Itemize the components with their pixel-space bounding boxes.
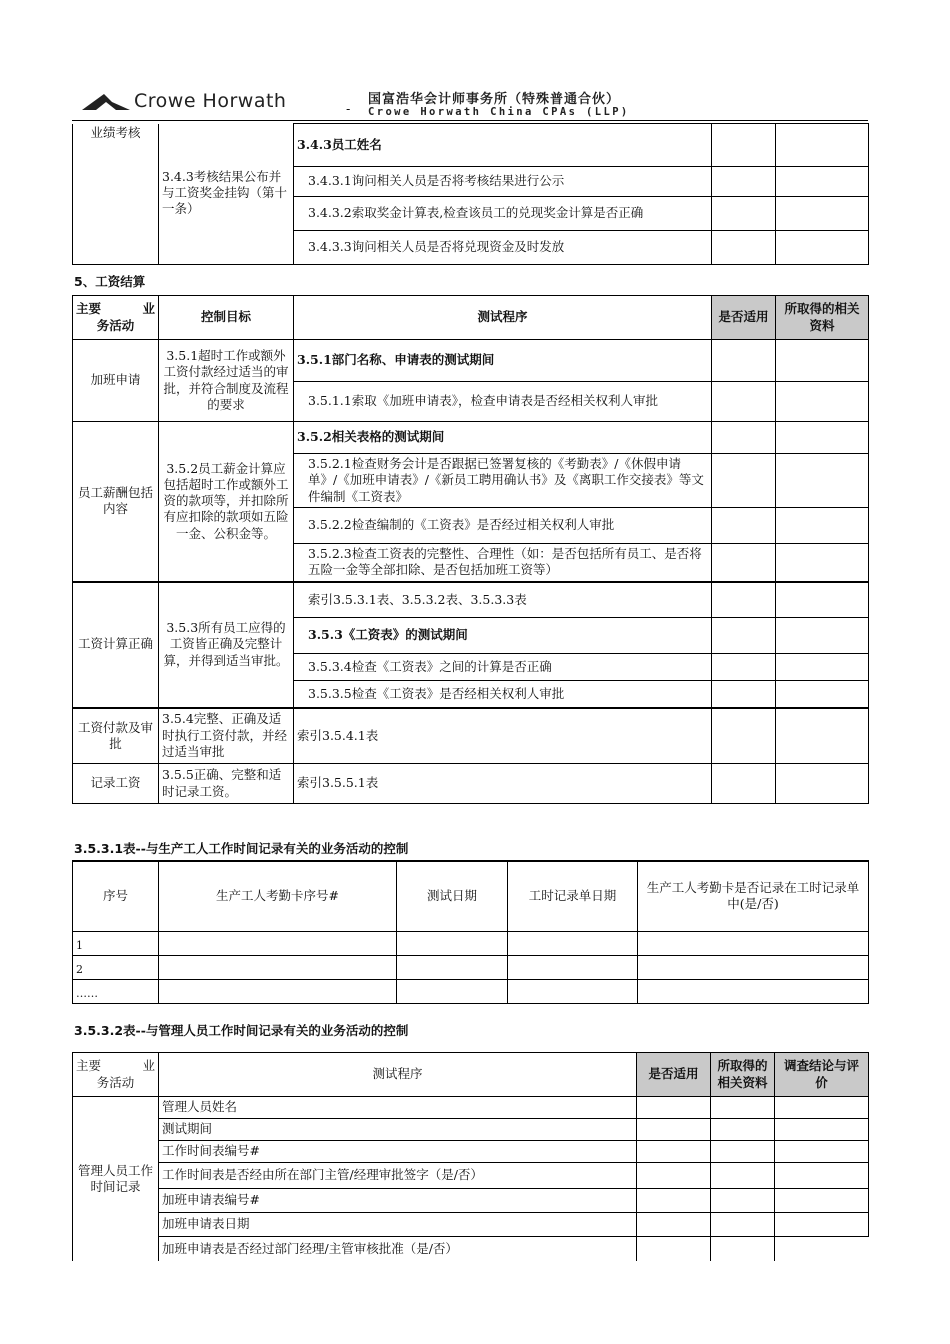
docs-cell[interactable] (776, 231, 869, 265)
logo-english-sub: Crowe Horwath China CPAs (LLP) (368, 106, 630, 118)
activity-cell: 员工薪酬包括内容 (73, 422, 159, 582)
procedure-cell: 3.5.2.1检查财务会计是否跟据已签署复核的《考勤表》/《休假申请单》/《加班申请表》/《新员工聘用确认书》及《离职工作交接表》等文件编制《工资表》 (294, 454, 712, 508)
table-3531-title: 3.5.3.1表--与生产工人工作时间记录有关的业务活动的控制 (74, 841, 409, 856)
header-recorded: 生产工人考勤卡是否记录在工时记录单中(是/否) (638, 861, 869, 931)
payroll-table (72, 295, 869, 804)
header-rule (72, 120, 868, 121)
header-activity: 主要 业 务活动 (73, 1053, 159, 1097)
applicable-cell[interactable] (712, 340, 776, 382)
procedure-cell: 3.5.1.1索取《加班申请表》，检查申请表是否经相关权利人审批 (294, 382, 712, 422)
docs-cell[interactable] (776, 167, 869, 197)
activity-cell: 工资付款及审批 (73, 708, 159, 764)
activity-cell: 记录工资 (73, 764, 159, 804)
header-applicable: 是否适用 (637, 1053, 711, 1097)
procedure-cell: 3.5.3.5检查《工资表》是否经相关权利人审批 (294, 681, 712, 708)
applicable-cell[interactable] (712, 382, 776, 422)
applicable-cell[interactable] (712, 231, 776, 265)
applicable-cell[interactable] (712, 708, 776, 764)
applicable-cell[interactable] (712, 167, 776, 197)
logo-english: Crowe Horwath (134, 90, 287, 112)
procedure-heading: 3.5.2相关表格的测试期间 (294, 422, 712, 454)
header-procedure: 测试程序 (294, 296, 712, 340)
docs-cell[interactable] (776, 340, 869, 382)
section-title: 5、工资结算 (74, 274, 146, 289)
manager-time-table (72, 1052, 869, 1261)
applicable-cell[interactable] (712, 618, 776, 654)
applicable-cell[interactable] (712, 764, 776, 804)
procedure-cell: 3.4.3.2索取奖金计算表,检查该员工的兑现奖金计算是否正确 (294, 197, 712, 231)
procedure-cell: 测试期间 (159, 1119, 637, 1141)
procedure-cell: 索引3.5.5.1表 (294, 764, 712, 804)
procedure-heading: 3.5.3《工资表》的测试期间 (294, 618, 712, 654)
procedure-cell: 加班申请表编号# (159, 1189, 637, 1213)
objective-cell: 3.5.3所有员工应得的工资皆正确及完整计算，并得到适当审批。 (159, 582, 294, 708)
procedure-cell: 3.4.3.3询问相关人员是否将兑现资金及时发放 (294, 231, 712, 265)
procedure-cell: 3.5.2.3检查工资表的完整性、合理性（如：是否包括所有员工、是否将五险一金等全部扣除、是否包括加班工资等） (294, 544, 712, 582)
header-seq: 序号 (73, 861, 159, 931)
applicable-cell[interactable] (712, 124, 776, 167)
procedure-cell: 工作时间表编号# (159, 1141, 637, 1163)
docs-cell[interactable] (776, 582, 869, 618)
procedure-heading: 3.5.1部门名称、申请表的测试期间 (294, 340, 712, 382)
docs-cell[interactable] (776, 681, 869, 708)
docs-cell[interactable] (776, 124, 869, 167)
header-objective: 控制目标 (159, 296, 294, 340)
row-seq: 2 (73, 955, 159, 979)
applicable-cell[interactable] (712, 544, 776, 582)
logo-chinese: 国富浩华会计师事务所（特殊普通合伙） (368, 92, 621, 107)
procedure-cell: 索引3.5.3.1表、3.5.3.2表、3.5.3.3表 (294, 582, 712, 618)
header-test-date: 测试日期 (397, 861, 508, 931)
procedure-cell: 3.5.3.4检查《工资表》之间的计算是否正确 (294, 654, 712, 681)
procedure-cell: 加班申请表是否经过部门经理/主管审核批准（是/否） (159, 1237, 637, 1261)
procedure-heading: 3.4.3员工姓名 (294, 124, 712, 167)
activity-cell: 工资计算正确 (73, 582, 159, 708)
objective-cell: 3.4.3考核结果公布并与工资奖金挂钩（第十一条） (159, 167, 294, 265)
applicable-cell[interactable] (712, 197, 776, 231)
header-applicable: 是否适用 (712, 296, 776, 340)
docs-cell[interactable] (776, 197, 869, 231)
header-card-no: 生产工人考勤卡序号# (159, 861, 397, 931)
docs-cell[interactable] (776, 764, 869, 804)
header-conclusion: 调查结论与评价 (775, 1053, 869, 1097)
applicable-cell[interactable] (712, 454, 776, 508)
row-seq: 1 (73, 931, 159, 955)
performance-table (72, 123, 869, 265)
objective-cell: 3.5.1超时工作或额外工资付款经过适当的审批，并符合制度及流程的要求 (159, 340, 294, 422)
crowe-leaf-icon (82, 92, 130, 112)
applicable-cell[interactable] (712, 654, 776, 681)
page-header: Crowe Horwath - 国富浩华会计师事务所（特殊普通合伙） Crowe Horwath China CPAs (LLP) (82, 88, 762, 122)
header-activity: 主要 业 务活动 (73, 296, 159, 340)
procedure-cell: 管理人员姓名 (159, 1097, 637, 1119)
applicable-cell[interactable] (712, 582, 776, 618)
docs-cell[interactable] (776, 422, 869, 454)
applicable-cell[interactable] (712, 508, 776, 544)
worker-time-table (72, 860, 869, 1004)
procedure-cell: 索引3.5.4.1表 (294, 708, 712, 764)
procedure-cell: 工作时间表是否经由所在部门主管/经理审批签字（是/否） (159, 1163, 637, 1189)
objective-cell: 3.5.4完整、正确及适时执行工资付款，并经过适当审批 (159, 708, 294, 764)
activity-cell: 业绩考核 (73, 124, 159, 265)
docs-cell[interactable] (776, 618, 869, 654)
procedure-cell: 3.5.2.2检查编制的《工资表》是否经过相关权利人审批 (294, 508, 712, 544)
procedure-cell: 加班申请表日期 (159, 1213, 637, 1237)
docs-cell[interactable] (776, 708, 869, 764)
header-procedure: 测试程序 (159, 1053, 637, 1097)
objective-cell: 3.5.2员工薪金计算应包括超时工作或额外工资的款项等，并扣除所有应扣除的款项如五险一金、公积金等。 (159, 422, 294, 582)
row-seq: …… (73, 979, 159, 1003)
docs-cell[interactable] (776, 654, 869, 681)
docs-cell[interactable] (776, 544, 869, 582)
docs-cell[interactable] (776, 454, 869, 508)
activity-cell: 加班申请 (73, 340, 159, 422)
applicable-cell[interactable] (712, 681, 776, 708)
header-docs: 所取得的相关资料 (776, 296, 869, 340)
header-record-date: 工时记录单日期 (508, 861, 638, 931)
table-3532-title: 3.5.3.2表--与管理人员工作时间记录有关的业务活动的控制 (74, 1023, 409, 1038)
activity-cell: 管理人员工作时间记录 (73, 1097, 159, 1261)
docs-cell[interactable] (776, 508, 869, 544)
procedure-cell: 3.4.3.1询问相关人员是否将考核结果进行公示 (294, 167, 712, 197)
header-docs: 所取得的相关资料 (711, 1053, 775, 1097)
docs-cell[interactable] (776, 382, 869, 422)
objective-cell: 3.5.5正确、完整和适时记录工资。 (159, 764, 294, 804)
applicable-cell[interactable] (712, 422, 776, 454)
